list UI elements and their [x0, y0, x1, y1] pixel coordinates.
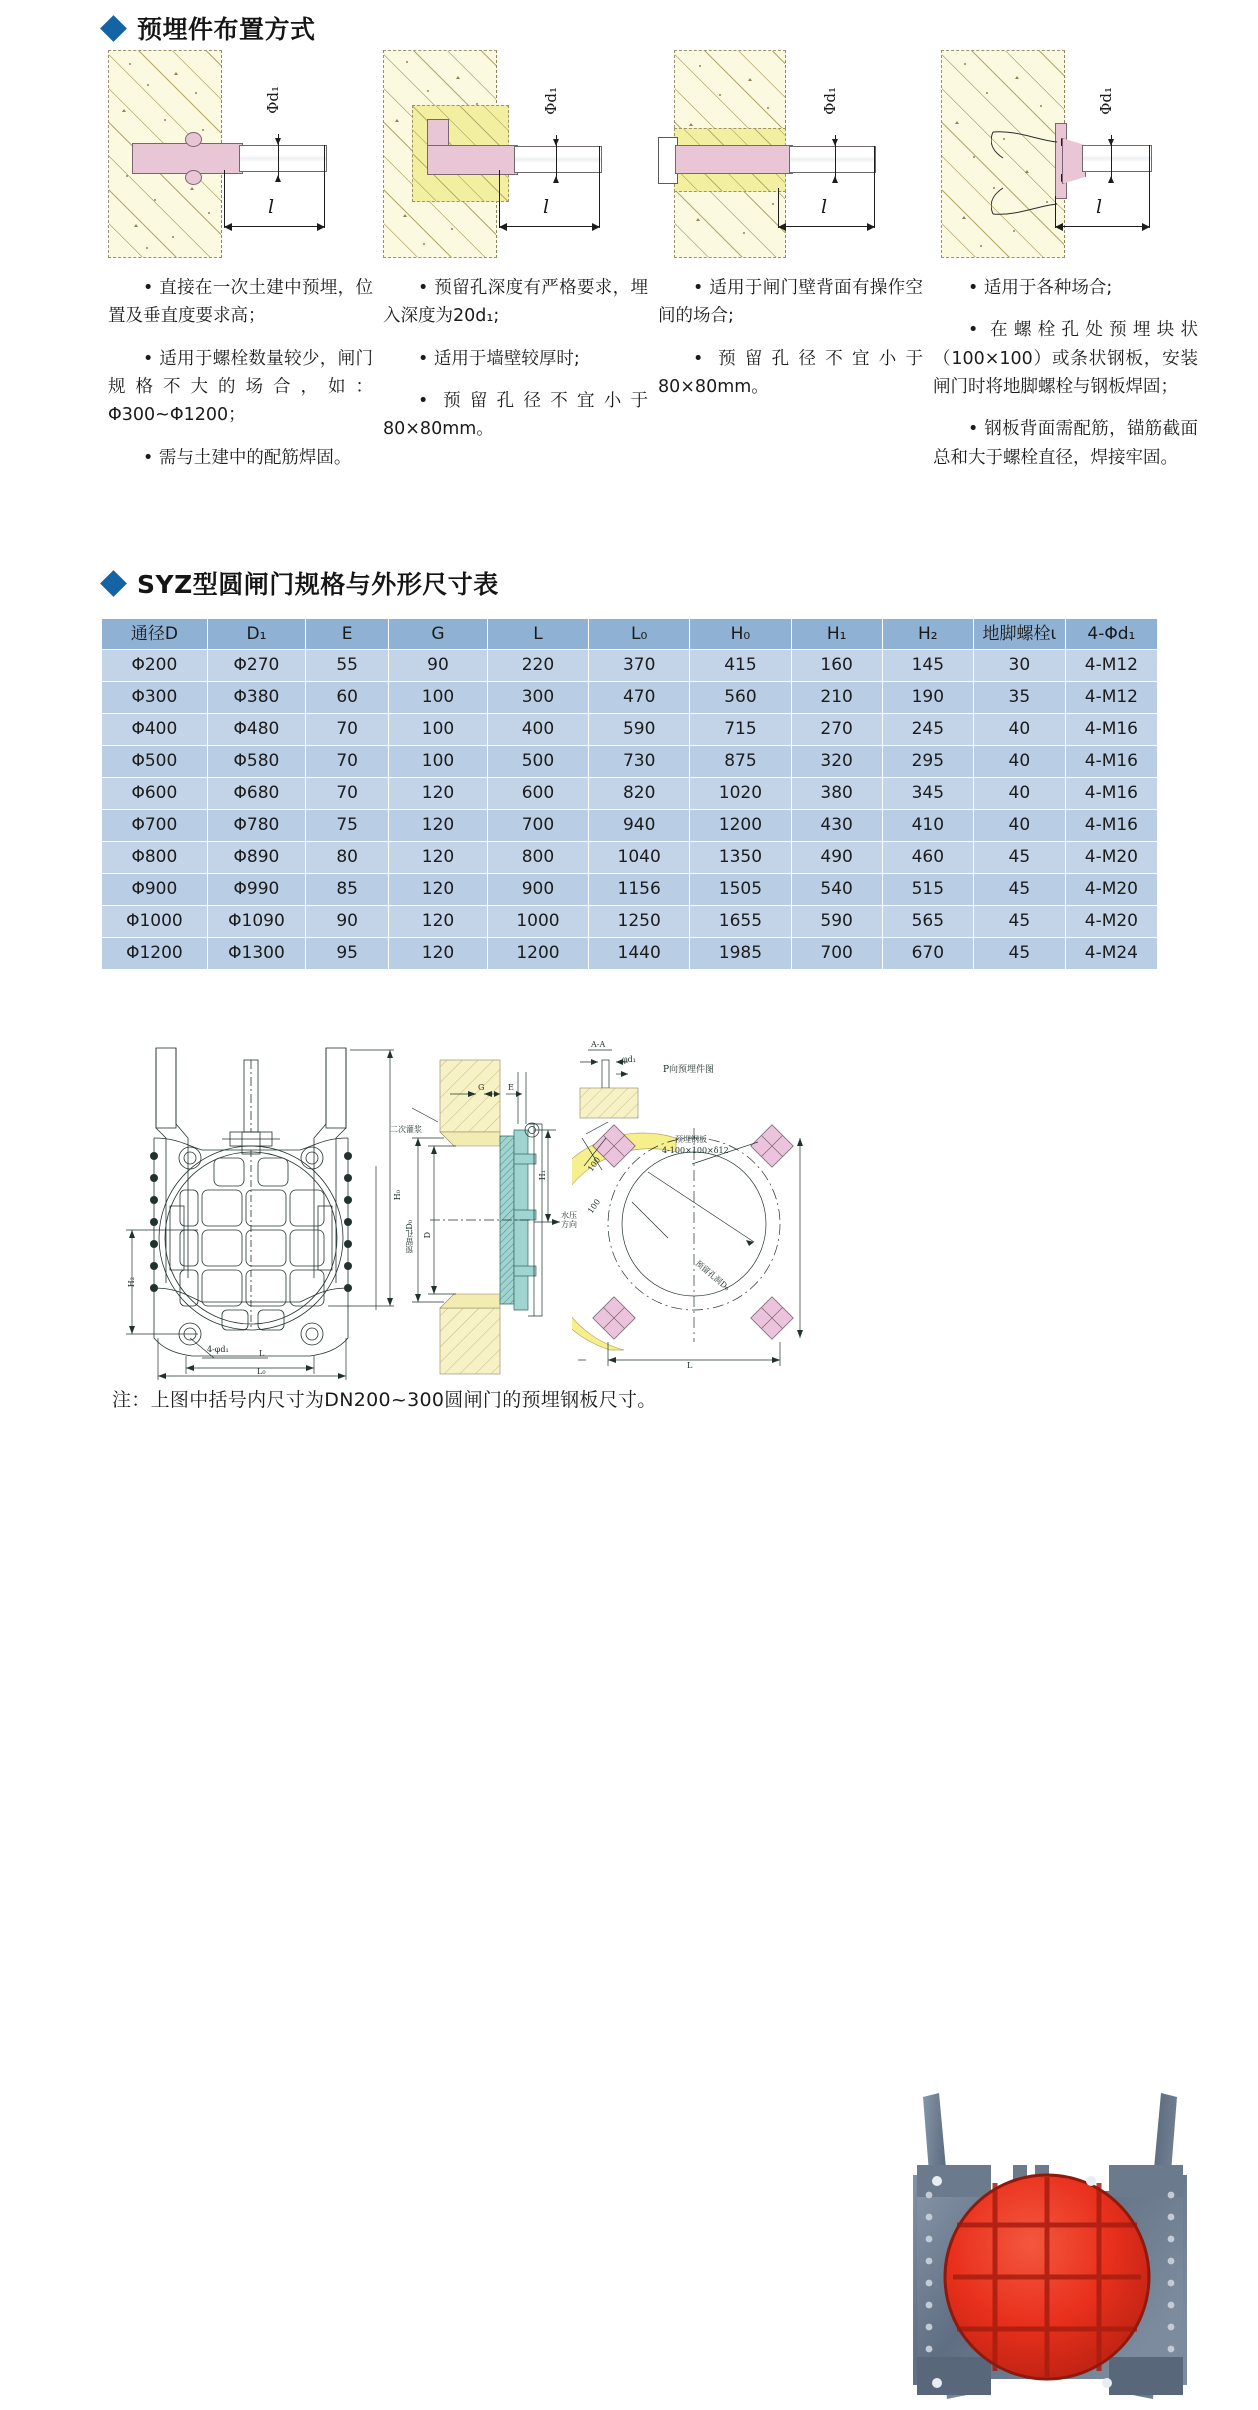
diagram-bolt-welded-to-embedded-plate [933, 50, 1159, 256]
table-cell-r2-c8: 245 [883, 714, 973, 745]
table-header-row [102, 619, 1157, 649]
table-cell-r2-c9: 40 [974, 714, 1065, 745]
cad-label-100-a: 100 [586, 1155, 603, 1174]
table-cell-r7-c1: Φ990 [208, 874, 305, 905]
table-cell-r0-c7: 160 [792, 650, 882, 681]
cad-label-phi-d1: φd₁ [622, 1055, 636, 1064]
spec-section-title: SYZ型圆闸门规格与外形尺寸表 [137, 570, 499, 599]
table-cell-r1-c0: Φ300 [102, 682, 207, 713]
embedment-option-1 [104, 50, 379, 472]
table-cell-r9-c9: 45 [974, 938, 1065, 969]
table-cell-r6-c6: 1350 [690, 842, 790, 873]
cad-label-reserved-opening-d0: 预留孔洞D₀ [693, 1258, 732, 1293]
length-ext-left [778, 188, 779, 228]
note-text: • 适用于各种场合; [968, 278, 1113, 298]
table-cell-r3-c2: 70 [306, 746, 388, 777]
table-cell-r0-c3: 90 [389, 650, 487, 681]
table-cell-r2-c10: 4-M16 [1066, 714, 1157, 745]
length-ext-left [1055, 196, 1056, 228]
table-cell-r7-c0: Φ900 [102, 874, 207, 905]
table-cell-r4-c2: 70 [306, 778, 388, 809]
table-cell-r6-c5: 1040 [589, 842, 689, 873]
table-cell-r6-c7: 490 [792, 842, 882, 873]
table-col-header-9: 地脚螺栓ι [974, 619, 1065, 649]
table-cell-r5-c9: 40 [974, 810, 1065, 841]
embedded-plate-plan-drawing [572, 1042, 817, 1380]
table-cell-r3-c6: 875 [690, 746, 790, 777]
product-photo-circular-sluice-gate [895, 2065, 1205, 2410]
table-cell-r5-c1: Φ780 [208, 810, 305, 841]
table-cell-r9-c6: 1985 [690, 938, 790, 969]
note-text: • 适用于螺栓数量较少，闸门规格不大的场合，如：Φ300~Φ1200； [108, 348, 373, 426]
rebar-anchor-icon [991, 128, 1061, 218]
table-cell-r4-c10: 4-M16 [1066, 778, 1157, 809]
table-cell-r4-c6: 1020 [690, 778, 790, 809]
table-cell-r0-c0: Φ200 [102, 650, 207, 681]
cad-label-a-a: A-A [591, 1040, 606, 1049]
cad-label-h1: H₁ [538, 1170, 547, 1181]
table-cell-r9-c3: 120 [389, 938, 487, 969]
table-cell-r4-c7: 380 [792, 778, 882, 809]
note-text: • 适用于闸门壁背面有操作空间的场合; [658, 278, 923, 327]
diagram-l-hook-bolt-in-pocket [383, 50, 609, 256]
dia-arrow-down [553, 139, 559, 146]
embedment-section-title: 预埋件布置方式 [137, 15, 316, 44]
table-cell-r0-c9: 30 [974, 650, 1065, 681]
table-cell-r3-c7: 320 [792, 746, 882, 777]
table-cell-r4-c8: 345 [883, 778, 973, 809]
cad-label-l0: L₀ [257, 1367, 266, 1376]
front-elevation-drawing [118, 1038, 403, 1383]
table-cell-r6-c10: 4-M20 [1066, 842, 1157, 873]
table-cell-r8-c0: Φ1000 [102, 906, 207, 937]
table-cell-r7-c7: 540 [792, 874, 882, 905]
note-text: • 钢板背面需配筋，锚筋截面总和大于螺栓直径，焊接牢固。 [933, 419, 1198, 468]
table-cell-r2-c7: 270 [792, 714, 882, 745]
table-cell-r1-c5: 470 [589, 682, 689, 713]
table-cell-r7-c2: 85 [306, 874, 388, 905]
embedment-option-4 [929, 50, 1204, 472]
table-cell-r1-c10: 4-M12 [1066, 682, 1157, 713]
cad-label-100-b: 100 [586, 1197, 603, 1216]
embedment-option-4-notes [929, 274, 1204, 472]
cad-label-e: E [508, 1083, 514, 1092]
table-cell-r7-c4: 900 [488, 874, 588, 905]
table-cell-r2-c5: 590 [589, 714, 689, 745]
length-arrow-left [778, 223, 786, 231]
table-cell-r5-c8: 410 [883, 810, 973, 841]
table-col-header-4: L [488, 619, 588, 649]
table-cell-r2-c3: 100 [389, 714, 487, 745]
length-ext-right [324, 145, 325, 228]
table-cell-r4-c0: Φ600 [102, 778, 207, 809]
length-arrow-left [224, 223, 232, 231]
table-cell-r4-c5: 820 [589, 778, 689, 809]
table-cell-r8-c2: 90 [306, 906, 388, 937]
hook-bolt-horizontal-leg [427, 145, 518, 175]
table-col-header-6: H₀ [690, 619, 790, 649]
table-col-header-1: D₁ [208, 619, 305, 649]
length-dim-line [499, 226, 600, 227]
spec-dimension-table [101, 618, 1158, 970]
note-text: • 适用于墙壁较厚时; [418, 348, 580, 369]
table-cell-r6-c8: 460 [883, 842, 973, 873]
embedment-section-header [104, 10, 316, 46]
table-row [102, 938, 1157, 969]
table-cell-r3-c4: 500 [488, 746, 588, 777]
table-cell-r8-c3: 120 [389, 906, 487, 937]
table-cell-r8-c4: 1000 [488, 906, 588, 937]
dia-arrow-down [1108, 139, 1114, 146]
table-row [102, 842, 1157, 873]
dia-label-phi-d1: Φd₁ [542, 87, 560, 115]
table-col-header-0: 通径D [102, 619, 207, 649]
table-cell-r5-c5: 940 [589, 810, 689, 841]
table-cell-r1-c4: 300 [488, 682, 588, 713]
note-text: • 预留孔深度有严格要求，埋入深度为20d₁; [383, 278, 648, 327]
table-cell-r8-c5: 1250 [589, 906, 689, 937]
table-cell-r3-c0: Φ500 [102, 746, 207, 777]
length-label-l: l [543, 196, 550, 218]
embedded-bolt-plate [132, 143, 243, 174]
table-row [102, 746, 1157, 777]
table-cell-r6-c1: Φ890 [208, 842, 305, 873]
table-cell-r7-c3: 120 [389, 874, 487, 905]
through-bolt-body [675, 145, 793, 174]
table-cell-r9-c2: 95 [306, 938, 388, 969]
anchor-washer-bottom [185, 170, 202, 185]
table-cell-r5-c10: 4-M16 [1066, 810, 1157, 841]
table-cell-r7-c8: 515 [883, 874, 973, 905]
cad-label-water-pressure-direction: 水压方向 [561, 1211, 577, 1229]
length-arrow-left [1055, 223, 1063, 231]
table-cell-r9-c0: Φ1200 [102, 938, 207, 969]
diamond-bullet-icon [100, 15, 127, 42]
table-cell-r9-c1: Φ1300 [208, 938, 305, 969]
table-cell-r6-c4: 800 [488, 842, 588, 873]
dia-arrow-down [832, 139, 838, 146]
cad-label-4-phi-d1: 4-φd₁ [207, 1345, 229, 1354]
cad-label-h0: H₀ [393, 1190, 402, 1201]
table-col-header-5: L₀ [589, 619, 689, 649]
anchor-washer-top [185, 132, 202, 147]
table-cell-r0-c1: Φ270 [208, 650, 305, 681]
dia-arrow-up [832, 176, 838, 183]
table-cell-r9-c8: 670 [883, 938, 973, 969]
table-cell-r0-c5: 370 [589, 650, 689, 681]
table-cell-r3-c1: Φ580 [208, 746, 305, 777]
table-row [102, 778, 1157, 809]
table-cell-r2-c1: Φ480 [208, 714, 305, 745]
length-ext-right [1149, 145, 1150, 228]
table-cell-r8-c7: 590 [792, 906, 882, 937]
footer-note: 注：上图中括号内尺寸为DN200~300圆闸门的预埋钢板尺寸。 [112, 1389, 657, 1411]
length-ext-right [874, 146, 875, 228]
diamond-bullet-icon [100, 570, 127, 597]
length-ext-left [499, 170, 500, 228]
cad-label-g: G [478, 1083, 485, 1092]
table-cell-r2-c6: 715 [690, 714, 790, 745]
table-cell-r6-c0: Φ800 [102, 842, 207, 873]
table-cell-r9-c7: 700 [792, 938, 882, 969]
dia-arrow-up [1108, 176, 1114, 183]
note-text: • 在螺栓孔处预埋块状（100×100）或条状钢板，安装闸门时将地脚螺栓与钢板焊固； [933, 320, 1198, 398]
length-label-l: l [268, 196, 275, 218]
table-cell-r7-c6: 1505 [690, 874, 790, 905]
bolt-shank [514, 146, 602, 173]
dia-label-phi-d1: Φd₁ [264, 86, 282, 114]
dia-arrow-up [553, 176, 559, 183]
spec-section-header [104, 565, 499, 601]
embedment-option-3-notes [654, 274, 929, 401]
embedment-columns [104, 50, 1204, 472]
table-cell-r8-c6: 1655 [690, 906, 790, 937]
cad-label-d: D [423, 1232, 432, 1239]
table-col-header-10: 4-Φd₁ [1066, 619, 1157, 649]
table-cell-r0-c6: 415 [690, 650, 790, 681]
table-cell-r3-c5: 730 [589, 746, 689, 777]
dia-arrow-down [275, 138, 281, 145]
table-cell-r5-c0: Φ700 [102, 810, 207, 841]
table-cell-r7-c5: 1156 [589, 874, 689, 905]
table-cell-r5-c2: 75 [306, 810, 388, 841]
table-cell-r6-c3: 120 [389, 842, 487, 873]
embedment-option-1-notes [104, 274, 379, 472]
table-cell-r1-c7: 210 [792, 682, 882, 713]
cad-label-l: L [259, 1349, 265, 1358]
table-cell-r4-c4: 600 [488, 778, 588, 809]
table-col-header-3: G [389, 619, 487, 649]
table-cell-r1-c8: 190 [883, 682, 973, 713]
embedment-option-2-notes [379, 274, 654, 444]
dia-arrow-up [275, 175, 281, 182]
bolt-shank [239, 145, 327, 172]
table-row [102, 874, 1157, 905]
bolt-shank [789, 146, 876, 173]
table-cell-r1-c9: 35 [974, 682, 1065, 713]
cad-label-h2: H₂ [127, 1277, 136, 1288]
table-row [102, 714, 1157, 745]
table-cell-r5-c3: 120 [389, 810, 487, 841]
embedment-option-3 [654, 50, 929, 472]
length-label-l: l [821, 196, 828, 218]
length-dim-line [224, 226, 325, 227]
table-cell-r3-c8: 295 [883, 746, 973, 777]
dia-label-phi-d1: Φd₁ [1097, 87, 1115, 115]
cad-label-embedded-steel-plate: 预埋钢板 [675, 1135, 707, 1144]
table-cell-r9-c4: 1200 [488, 938, 588, 969]
table-cell-r4-c3: 120 [389, 778, 487, 809]
table-cell-r1-c1: Φ380 [208, 682, 305, 713]
table-cell-r1-c2: 60 [306, 682, 388, 713]
diagram-straight-bolt-cast-in [108, 50, 334, 256]
table-col-header-7: H₁ [792, 619, 882, 649]
table-cell-r3-c10: 4-M16 [1066, 746, 1157, 777]
length-ext-left [224, 170, 225, 228]
table-cell-r0-c10: 4-M12 [1066, 650, 1157, 681]
table-cell-r7-c9: 45 [974, 874, 1065, 905]
length-dim-line [778, 226, 875, 227]
table-cell-r4-c1: Φ680 [208, 778, 305, 809]
table-row [102, 810, 1157, 841]
length-label-l: l [1096, 196, 1103, 218]
table-cell-r1-c3: 100 [389, 682, 487, 713]
bolt-shank [1082, 145, 1152, 172]
cad-label-p-direction-embed-view: P向预埋件图 [663, 1065, 715, 1075]
table-cell-r8-c8: 565 [883, 906, 973, 937]
table-cell-r1-c6: 560 [690, 682, 790, 713]
table-cell-r0-c8: 145 [883, 650, 973, 681]
table-cell-r8-c10: 4-M20 [1066, 906, 1157, 937]
bottom-drawings-area [0, 1030, 1258, 1385]
table-col-header-2: E [306, 619, 388, 649]
table-cell-r6-c9: 45 [974, 842, 1065, 873]
table-row [102, 650, 1157, 681]
table-cell-r7-c10: 4-M20 [1066, 874, 1157, 905]
table-row [102, 906, 1157, 937]
note-text: • 预留孔径不宜小于80×80mm。 [383, 391, 648, 440]
table-cell-r2-c4: 400 [488, 714, 588, 745]
table-cell-r2-c0: Φ400 [102, 714, 207, 745]
table-col-header-8: H₂ [883, 619, 973, 649]
table-cell-r6-c2: 80 [306, 842, 388, 873]
note-text: • 直接在一次土建中预埋，位置及垂直度要求高； [108, 278, 373, 327]
table-cell-r8-c1: Φ1090 [208, 906, 305, 937]
table-cell-r8-c9: 45 [974, 906, 1065, 937]
table-cell-r5-c6: 1200 [690, 810, 790, 841]
cad-label-plate-spec: 4-100×100×δ12 [662, 1146, 729, 1155]
table-cell-r4-c9: 40 [974, 778, 1065, 809]
section-view-drawing [410, 1050, 575, 1380]
table-body [102, 650, 1157, 969]
table-cell-r9-c10: 4-M24 [1066, 938, 1157, 969]
diagram-through-bolt-with-nut [658, 50, 884, 256]
cad-label-secondary-grout: 二次灌浆 [390, 1125, 422, 1134]
table-cell-r5-c7: 430 [792, 810, 882, 841]
embedment-option-2 [379, 50, 654, 472]
note-text: • 需与土建中的配筋焊固。 [143, 447, 352, 468]
cad-label-l-plan: L [687, 1361, 693, 1370]
table-cell-r0-c2: 55 [306, 650, 388, 681]
dia-label-phi-d1: Φd₁ [821, 87, 839, 115]
length-arrow-left [499, 223, 507, 231]
length-ext-right [599, 146, 600, 228]
table-cell-r0-c4: 220 [488, 650, 588, 681]
length-dim-line [1055, 226, 1150, 227]
table-row [102, 682, 1157, 713]
table-cell-r2-c2: 70 [306, 714, 388, 745]
note-text: • 预留孔径不宜小于80×80mm。 [658, 348, 923, 398]
table-cell-r9-c5: 1440 [589, 938, 689, 969]
table-cell-r5-c4: 700 [488, 810, 588, 841]
table-cell-r3-c9: 40 [974, 746, 1065, 777]
table-cell-r3-c3: 100 [389, 746, 487, 777]
cad-label-reserved-hole-d0: 预留孔D₀ [405, 1220, 414, 1254]
